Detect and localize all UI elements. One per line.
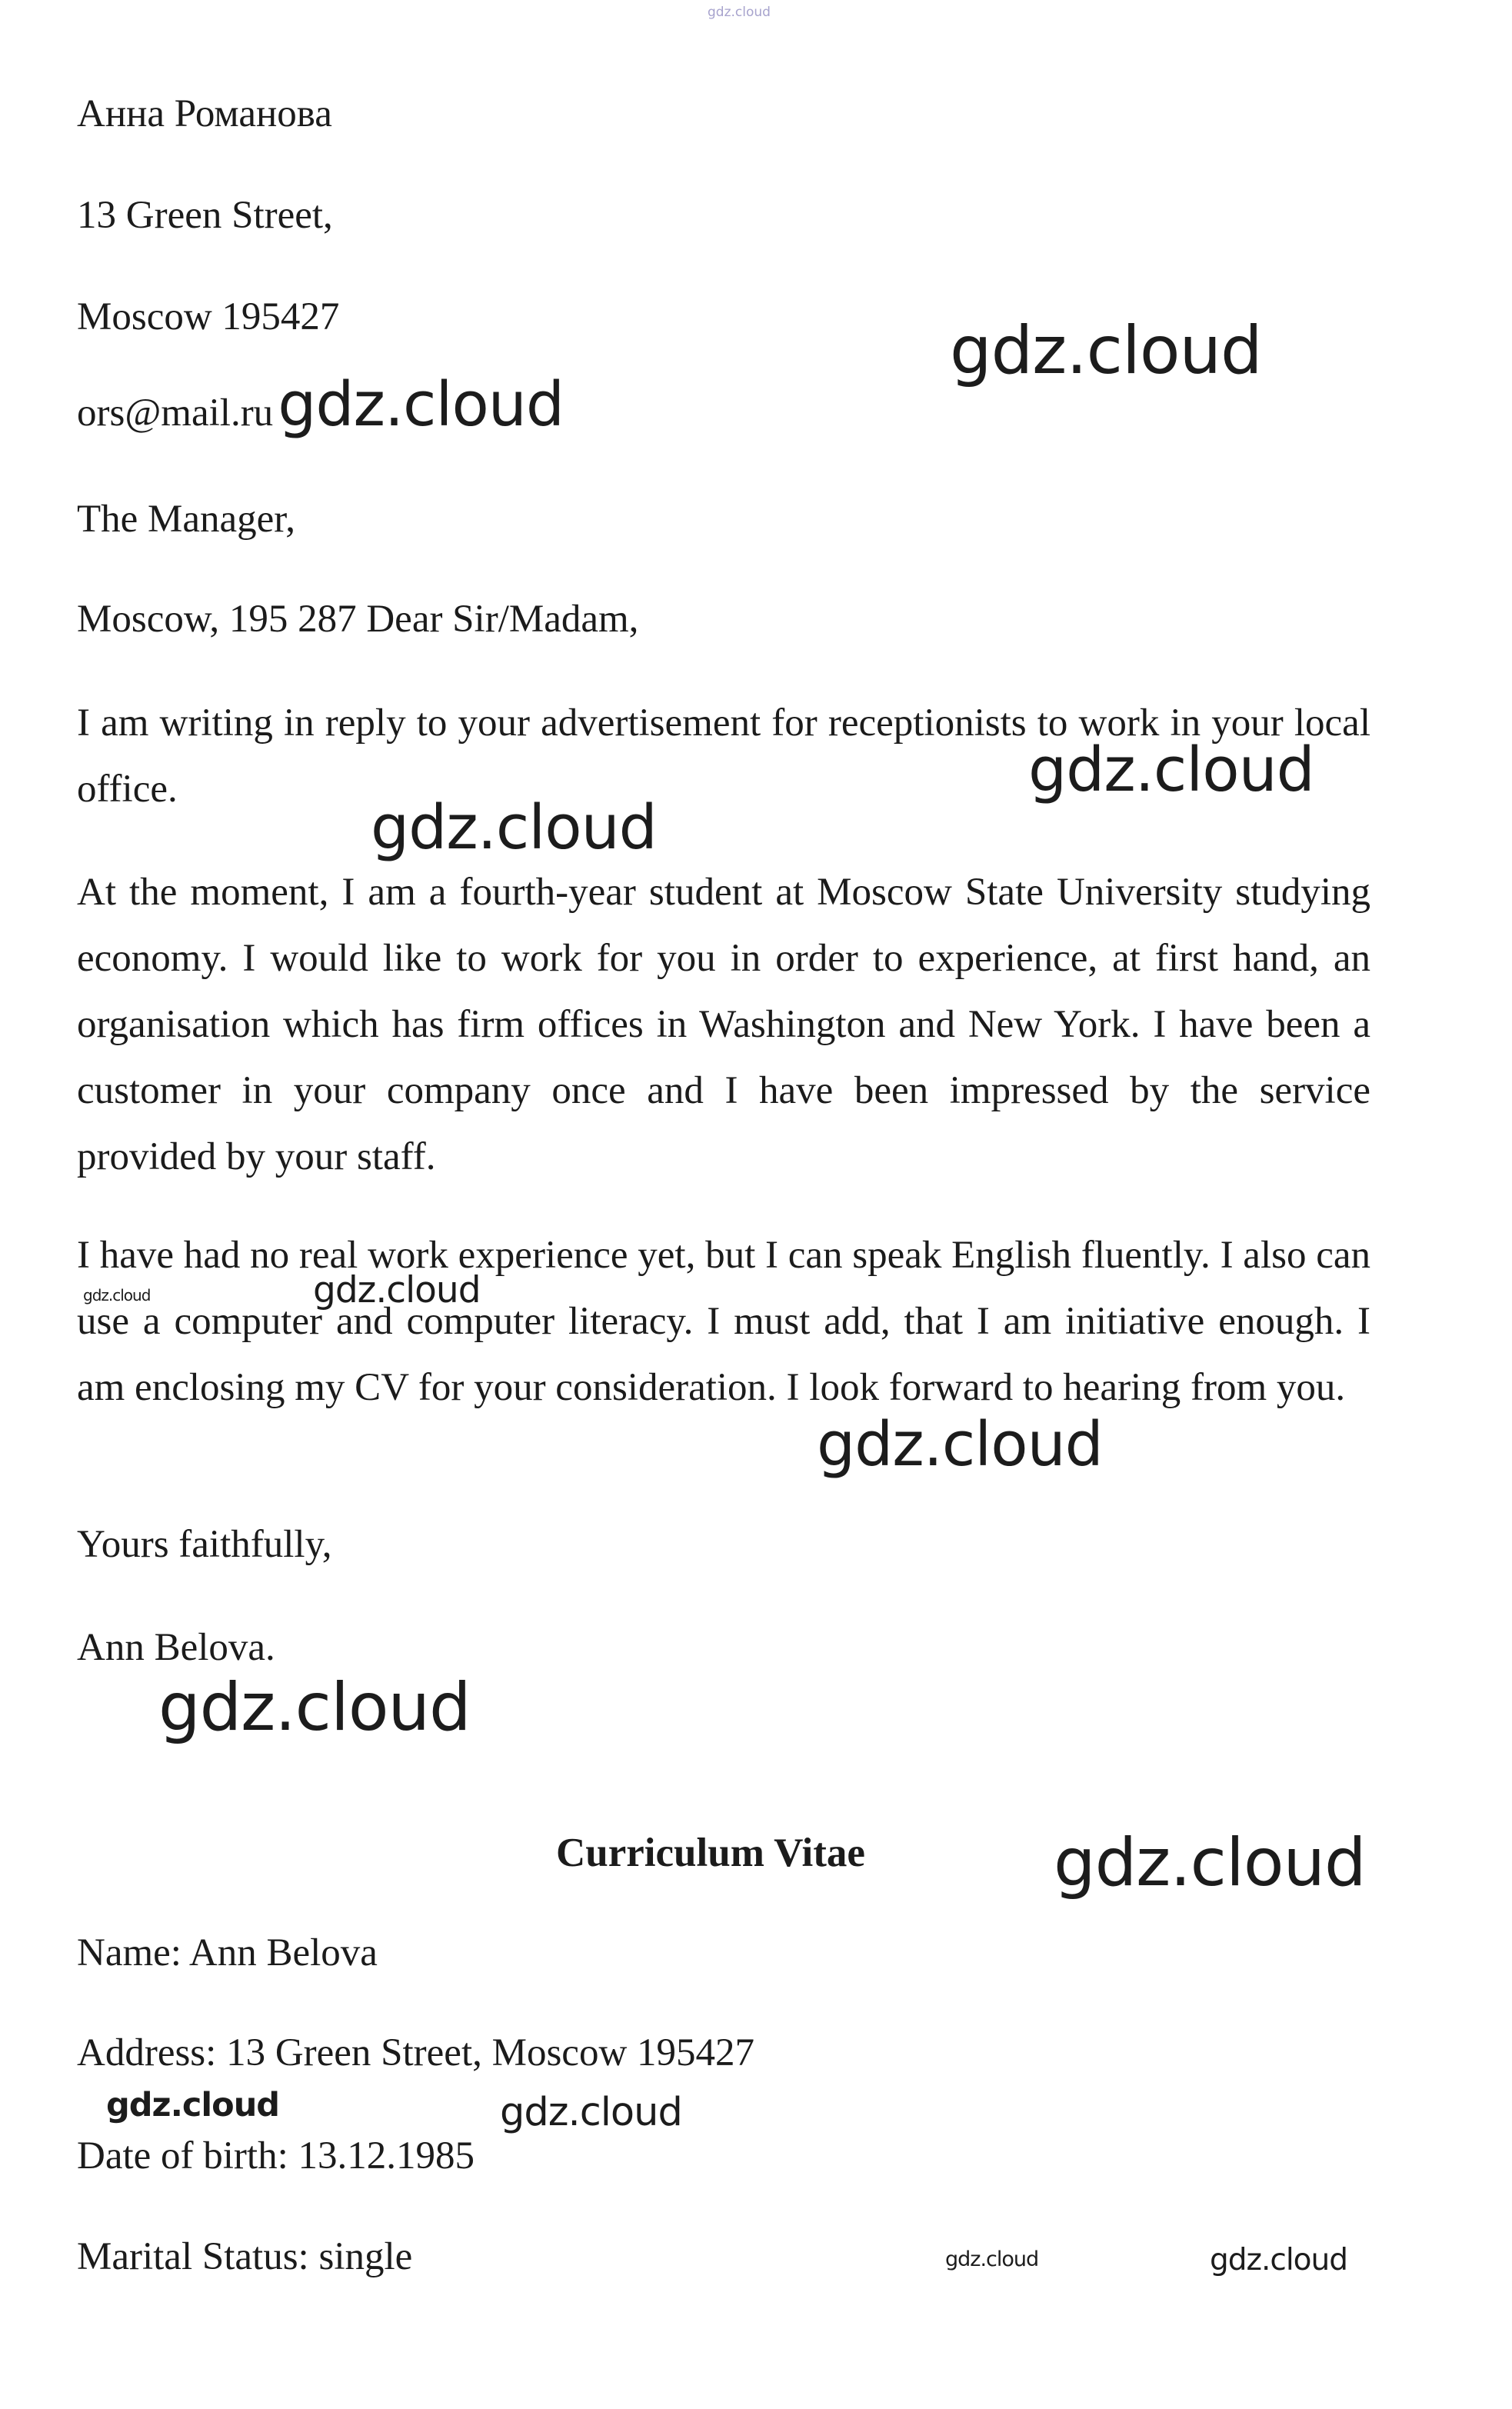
letter-signature: Ann Belova. — [77, 1626, 275, 1669]
cv-name-line: Name: Ann Belova — [77, 1931, 378, 1974]
letter-paragraph-1: I am writing in reply to your advertisement for receptionists to work in your local office. — [77, 701, 1370, 811]
cv-marital-line: Marital Status: single — [77, 2235, 413, 2278]
letter-paragraph-3: I have had no real work experience yet, but I can speak English fluently. I also can use a computer and computer literacy. I must add, that I am initiative enough. I am enclosing my CV for your consideration. I look forward to hearing from you. — [77, 1234, 1370, 1409]
watermark-paragraph1-below: gdz.cloud — [371, 792, 657, 863]
sender-name: Анна Романова — [77, 92, 332, 135]
watermark-paragraph3-tiny: gdz.cloud — [83, 1286, 151, 1304]
recipient-line: Moscow, 195 287 Dear Sir/Madam, — [77, 598, 639, 641]
watermark-top: gdz.cloud — [708, 5, 771, 20]
sender-address-line1: 13 Green Street, — [77, 194, 333, 237]
watermark-email-inline: gdz.cloud — [278, 369, 564, 440]
watermark-signature-below: gdz.cloud — [158, 1669, 471, 1746]
letter-closing: Yours faithfully, — [77, 1523, 332, 1566]
watermark-cv-address-left: gdz.cloud — [106, 2086, 280, 2124]
watermark-paragraph3-medium: gdz.cloud — [313, 1269, 481, 1311]
watermark-paragraph3-large: gdz.cloud — [817, 1409, 1103, 1480]
cv-address-line: Address: 13 Green Street, Moscow 195427 — [77, 2031, 755, 2074]
watermark-address-right: gdz.cloud — [950, 312, 1262, 389]
sender-email-row — [77, 369, 564, 440]
recipient: The Manager, — [77, 498, 295, 541]
watermark-cv-address-mid: gdz.cloud — [500, 2090, 682, 2135]
watermark-paragraph1-right: gdz.cloud — [1028, 735, 1314, 805]
watermark-cv-title-right: gdz.cloud — [1054, 1824, 1366, 1901]
watermark-marital-row-right: gdz.cloud — [1210, 2243, 1347, 2277]
sender-address-line2: Moscow 195427 — [77, 295, 340, 338]
sender-email: ors@mail.ru — [77, 392, 274, 435]
watermark-marital-row-small: gdz.cloud — [945, 2247, 1039, 2271]
letter-paragraph-2: At the moment, I am a fourth-year student at Moscow State University studying economy. I would like to work for you in order to experience, at first hand, an organisation which has firm offices in Washington and New York. I have been a customer in your company once and I have been impressed by the service provided by your staff. — [77, 871, 1370, 1178]
cv-title: Curriculum Vitae — [556, 1831, 865, 1875]
cv-birth-line: Date of birth: 13.12.1985 — [77, 2134, 475, 2177]
